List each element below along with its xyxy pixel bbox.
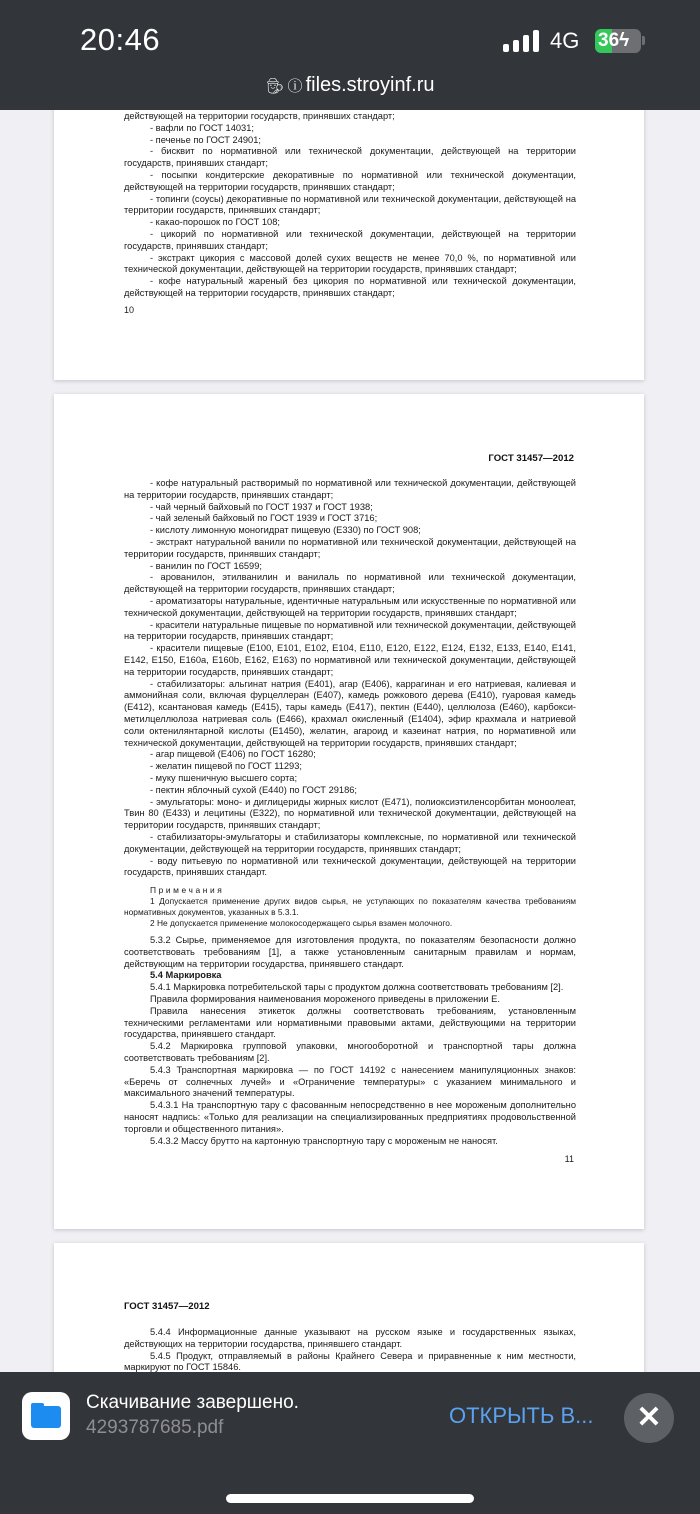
battery-icon <box>595 29 641 53</box>
note-item: 1 Допускается применение других видов сырья, не уступающих по показателям качества требованиям нормативных документов, указанных в 5.3.1. <box>124 896 576 918</box>
info-icon[interactable]: ⓘ <box>287 78 303 95</box>
clause-5-4-5: 5.4.5 Продукт, отправляемый в районы Крайнего Севера и приравненные к ним местности, маркируют по ГОСТ 15846. <box>124 1350 576 1373</box>
charging-bolt-icon: ϟ <box>619 30 630 51</box>
notes-title: Примечания <box>150 885 225 896</box>
files-app-icon[interactable] <box>22 1392 70 1440</box>
clause-5-4-4: 5.4.4 Информационные данные указывают на русском языке и государственных языках, действующих на территории государства, принявшего стандарт. <box>124 1327 576 1349</box>
page-11-body <box>124 478 576 1147</box>
battery-percent: 36ϟ <box>598 30 630 51</box>
cellular-signal-icon <box>503 30 541 52</box>
list-item: - ароматизаторы натуральные, идентичные натуральным или искусственные по нормативной или технической документации, действующей на территории государств, принявших стандарт; <box>124 595 576 618</box>
list-item: - бисквит по нормативной или технической документации, действующей на территории государств, принявших стандарт; <box>124 146 576 169</box>
paragraph: Правила нанесения этикеток должны соответствовать требованиям, установленным техническими регламентами или нормативными правовыми актами, действующими на территории государства, принявшего стандарт. <box>124 1005 576 1040</box>
list-item: - чай зеленый байховый по ГОСТ 1939 и ГОСТ 3716; <box>150 513 378 524</box>
list-item: - агар пищевой (Е406) по ГОСТ 16280; <box>150 749 316 760</box>
list-item: - топинги (соусы) декоративные по нормативной или технической документации, действующей на территории государств, принявших стандарт; <box>124 193 576 216</box>
list-item: - муку пшеничную высшего сорта; <box>150 772 298 783</box>
pdf-page-11 <box>54 394 644 1229</box>
list-item: - эмульгаторы: моно- и диглицериды жирных кислот (Е471), полиоксиэтиленсорбитан моноолеат, Твин 80 (Е433) и лецитины (Е322), по нормативной или технической документации, действующей на территории государств, принявших стандарт; <box>124 796 576 831</box>
clause-5-4-2: 5.4.2 Маркировка групповой упаковки, многооборотной и транспортной тары должна соответствовать требованиям [2]. <box>124 1041 576 1064</box>
page-12-body <box>124 1327 576 1374</box>
clause-5-3-2: 5.3.2 Сырье, применяемое для изготовления продукта, по показателям безопасности должно соответствовать требованиям [1], а также установленным санитарным правилам и нормам, действующим на территории государства, принявшего стандарт. <box>124 935 576 969</box>
list-item: - ванилин по ГОСТ 16599; <box>150 560 262 571</box>
list-item: - какао-порошок по ГОСТ 108; <box>150 217 280 228</box>
section-title: 5.4 Маркировка <box>150 970 222 981</box>
folder-icon <box>31 1406 61 1428</box>
close-button[interactable] <box>624 1393 674 1443</box>
download-status: Скачивание завершено. <box>86 1392 299 1413</box>
clock: 20:46 <box>80 22 161 57</box>
text-line: действующей на территории государств, принявших стандарт; <box>124 111 395 121</box>
list-item: - чай черный байховый по ГОСТ 1937 и ГОСТ 1938; <box>150 501 373 512</box>
list-item: - стабилизаторы: альгинат натрия (Е401), агар (Е406), каррагинан и его натриевая, калиевая и аммонийная соли, включая фурцеллеран (Е407), камедь рожкового дерева (Е410), гуаровая камедь (Е412), ксантановая камедь (Е415), тары камедь (Е417), пектин (Е440), целлюлоза (Е460), карбокси-метилцеллюлоза натриевая соль (Е466), крахмал окисленный (Е1404), эфир крахмала и натриевой соли октенилянтарной кислоты (Е1450), желатин, агароид и казеинат натрия, по нормативной или технической документации, действующей на территории государств, принявших стандарт; <box>124 678 576 748</box>
list-item: - вафли по ГОСТ 14031; <box>150 122 254 133</box>
running-header: ГОСТ 31457—2012 <box>488 453 574 464</box>
paragraph: Правила формирования наименования мороженого приведены в приложении Е. <box>150 994 500 1005</box>
note-item: 2 Не допускается применение молокосодержащего сырья взамен молочного. <box>150 918 453 929</box>
list-item: - красители пищевые (Е100, Е101, Е102, Е104, Е110, Е120, Е122, Е124, Е132, Е133, Е140, Е141, Е142, Е150, Е160а, Е160b, Е162, Е163) по нормативной или технической документации, действующей на территории государств, принявших стандарт; <box>124 643 576 677</box>
page-10-body <box>124 111 576 300</box>
list-item: - экстракт цикория с массовой долей сухих веществ не менее 70,0 %, по нормативной или технической документации, действующей на территории государств, принявших стандарт; <box>124 252 576 275</box>
list-item: - кофе натуральный растворимый по нормативной или технической документации, действующей на территории государств, принявших стандарт; <box>124 478 576 500</box>
clause-5-4-3: 5.4.3 Транспортная маркировка — по ГОСТ 14192 с нанесением манипуляционных знаков: «Беречь от солнечных лучей» и «Ограничение температуры» с указанием минимального и максимального значений температуры. <box>124 1064 576 1099</box>
list-item: - кофе натуральный жареный без цикория по нормативной или технической документации, действующей на территории государств, принявших стандарт; <box>124 276 576 298</box>
list-item: - красители натуральные пищевые по нормативной или технической документации, действующей на территории государств, принявших стандарт; <box>124 619 576 642</box>
list-item: - пектин яблочный сухой (Е440) по ГОСТ 29186; <box>150 784 358 795</box>
status-bar <box>0 0 700 110</box>
incognito-icon: 🕵︎ <box>265 78 285 95</box>
clause-5-4-3-1: 5.4.3.1 На транспортную тару с фасованным непосредственно в нее мороженым дополнительно наносят надпись: «Только для реализации на специализированных предприятиях продовольственной торговли и общественного питания». <box>124 1100 576 1134</box>
download-banner <box>0 1372 700 1514</box>
network-type: 4G <box>550 28 580 53</box>
clause-5-4-1: 5.4.1 Маркировка потребительской тары с продуктом должна соответствовать требованиям [2]. <box>150 982 564 993</box>
list-item: - желатин пищевой по ГОСТ 11293; <box>150 761 302 772</box>
open-in-button[interactable]: ОТКРЫТЬ В... <box>449 1403 594 1428</box>
page-number: 10 <box>124 305 135 315</box>
page-number: 11 <box>564 1154 574 1164</box>
home-indicator[interactable] <box>226 1494 474 1503</box>
running-header: ГОСТ 31457—2012 <box>124 1301 210 1312</box>
close-icon: ✕ <box>636 1401 662 1434</box>
list-item: - воду питьевую по нормативной или технической документации, действующей на территории государств, принявших стандарт. <box>124 855 576 878</box>
clause-5-4-3-2: 5.4.3.2 Массу брутто на картонную транспортную тару с мороженым не наносят. <box>150 1135 498 1146</box>
download-filename: 4293787685.pdf <box>86 1417 224 1438</box>
list-item: - печенье по ГОСТ 24901; <box>150 134 261 145</box>
battery-cap <box>642 36 645 45</box>
list-item: - арованилон, этилванилин и ванилаль по нормативной или технической документации, действующей на территории государств, принявших стандарт; <box>124 572 576 595</box>
list-item: - экстракт натуральной ванили по нормативной или технической документации, действующей на территории государств, принявших стандарт; <box>124 536 576 559</box>
url-text: files.stroyinf.ru <box>305 74 435 96</box>
list-item: - цикорий по нормативной или технической документации, действующей на территории государств, принявших стандарт; <box>124 228 576 251</box>
list-item: - кислоту лимонную моногидрат пищевую (Е330) по ГОСТ 908; <box>150 525 421 536</box>
address-bar[interactable] <box>0 74 700 97</box>
list-item: - стабилизаторы-эмульгаторы и стабилизаторы комплексные, по нормативной или технической документации, действующей на территории государств, принявших стандарт; <box>124 831 576 854</box>
list-item: - посыпки кондитерские декоративные по нормативной или технической документации, действующей на территории государств, принявших стандарт; <box>124 169 576 192</box>
